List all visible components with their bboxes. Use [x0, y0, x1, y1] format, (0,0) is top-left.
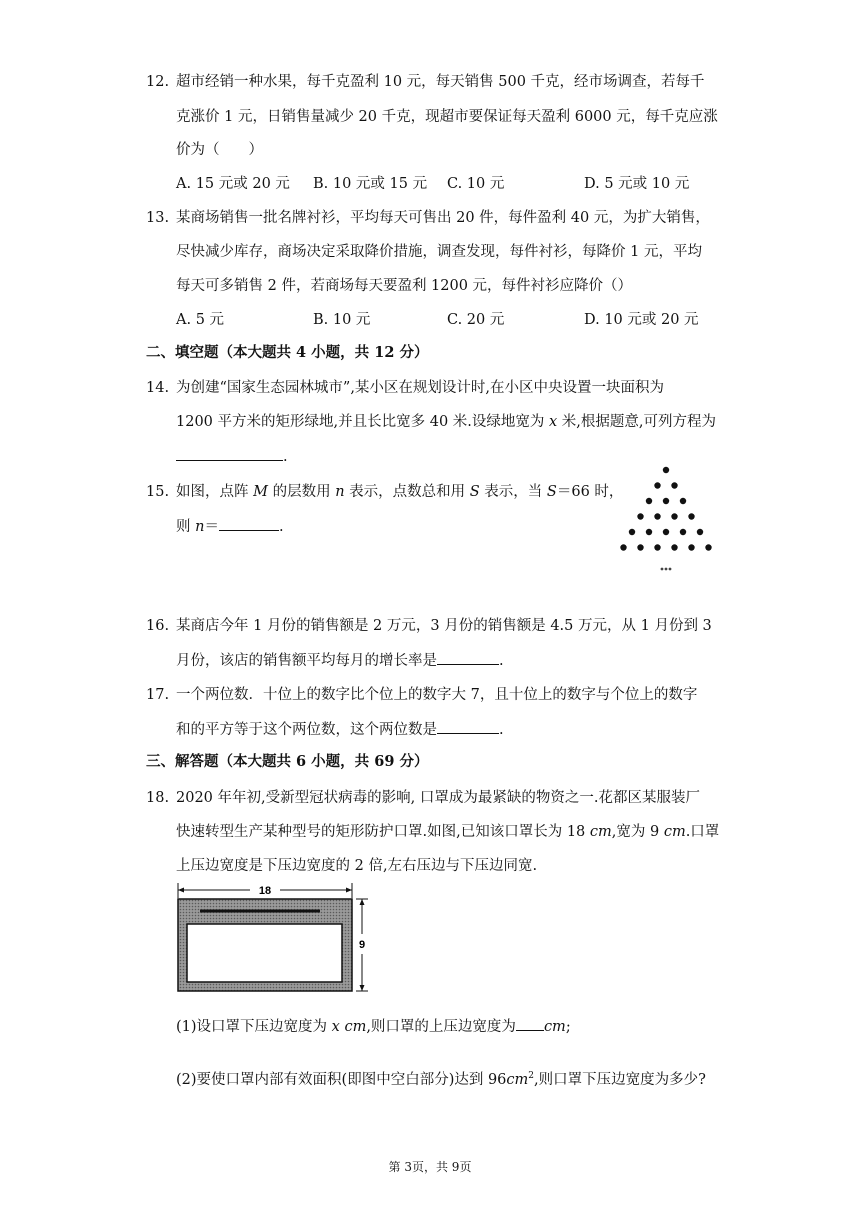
- q12-option-c: C. 10 元: [447, 176, 505, 192]
- q15-number: 15.: [146, 484, 170, 500]
- lattice-dot: [680, 498, 686, 504]
- dot-lattice-figure: [610, 462, 722, 580]
- q12-number: 12.: [146, 74, 170, 90]
- q17-number: 17.: [146, 687, 170, 703]
- q14-answer-blank[interactable]: [176, 446, 283, 461]
- lattice-dot: [663, 467, 669, 473]
- q15-line2: 则 n＝ .: [176, 516, 284, 537]
- q13-line2: 尽快减少库存，商场决定采取降价措施，调查发现，每件衬衫，每降价 1 元，平均: [176, 244, 702, 260]
- lattice-dot: [697, 529, 703, 535]
- q13-option-c: C. 20 元: [447, 312, 505, 328]
- section-solve-heading: 三、解答题（本大题共 6 小题，共 69 分）: [146, 753, 429, 770]
- lattice-ellipsis-dot: [661, 568, 664, 571]
- lattice-dot: [654, 513, 660, 519]
- lattice-dot: [646, 529, 652, 535]
- q13-option-b: B. 10 元: [313, 312, 371, 328]
- mask-figure: [170, 878, 375, 998]
- lattice-dot: [620, 544, 626, 550]
- q13-line3: 每天可多销售 2 件，若商场每天要盈利 1200 元，每件衬衫应降价（）: [176, 278, 633, 294]
- lattice-dot: [663, 529, 669, 535]
- q13-option-a: A. 5 元: [176, 312, 225, 328]
- lattice-dot: [688, 513, 694, 519]
- q15-line1: 如图，点阵 M 的层数用 n 表示，点数总和用 S 表示，当 S＝66 时，: [176, 484, 624, 500]
- page-footer: 第 3页，共 9页: [388, 1160, 472, 1174]
- q12-option-a: A. 15 元或 20 元: [176, 176, 290, 192]
- q17-answer-blank[interactable]: [437, 719, 499, 734]
- lattice-ellipsis-dot: [665, 568, 668, 571]
- q17-line1: 一个两位数．十位上的数字比个位上的数字大 7，且十位上的数字与个位上的数字: [176, 687, 698, 703]
- q12-line3: 价为（ ）: [176, 142, 263, 158]
- q13-line1: 某商场销售一批名牌衬衫，平均每天可售出 20 件，每件盈利 40 元，为扩大销售，: [176, 210, 710, 226]
- lattice-dot: [637, 513, 643, 519]
- q14-line2: 1200 平方米的矩形绿地,并且长比宽多 40 米.设绿地宽为 x 米,根据题意,可列方程为: [176, 414, 717, 430]
- q12-line1: 超市经销一种水果，每千克盈利 10 元，每天销售 500 千克，经市场调查，若每千: [176, 74, 705, 90]
- lattice-dot: [688, 544, 694, 550]
- lattice-dot: [671, 544, 677, 550]
- q14-line1: 为创建“国家生态园林城市”,某小区在规划设计时,在小区中央设置一块面积为: [176, 380, 665, 396]
- q13-option-d: D. 10 元或 20 元: [584, 312, 699, 328]
- lattice-dot: [637, 544, 643, 550]
- q18-line2: 快速转型生产某种型号的矩形防护口罩.如图,已知该口罩长为 18 cm,宽为 9 cm.口罩: [176, 824, 720, 840]
- q16-number: 16.: [146, 618, 170, 634]
- lattice-dot: [705, 544, 711, 550]
- q18-line1: 2020 年年初,受新型冠状病毒的影响, 口罩成为最紧缺的物资之一.花都区某服装厂: [176, 790, 700, 806]
- q14-line3: .: [176, 446, 288, 467]
- q16-line1: 某商店今年 1 月份的销售额是 2 万元，3 月份的销售额是 4.5 万元，从 1 月份到 3: [176, 618, 712, 634]
- q16-line2: 月份，该店的销售额平均每月的增长率是 .: [176, 650, 504, 671]
- q12-option-d: D. 5 元或 10 元: [584, 176, 690, 192]
- q18-subquestion-2: (2)要使口罩内部有效面积(即图中空白部分)达到 $96cm^2$,则口罩下压边宽度为多少?: [176, 1071, 706, 1088]
- lattice-dot: [654, 544, 660, 550]
- q13-number: 13.: [146, 210, 170, 226]
- q16-answer-blank[interactable]: [437, 650, 499, 665]
- lattice-dot: [671, 482, 677, 488]
- q18-subquestion-1: (1)设口罩下压边宽度为 x cm,则口罩的上压边宽度为 cm;: [176, 1016, 571, 1037]
- lattice-dot: [671, 513, 677, 519]
- lattice-dot: [629, 529, 635, 535]
- q12-option-b: B. 10 元或 15 元: [313, 176, 428, 192]
- mask-effective-area: [187, 924, 342, 982]
- lattice-dot: [654, 482, 660, 488]
- q17-line2: 和的平方等于这个两位数，这个两位数是 .: [176, 719, 504, 740]
- q12-line2: 克涨价 1 元，日销售量减少 20 千克，现超市要保证每天盈利 6000 元，每千克应涨: [176, 109, 718, 125]
- lattice-dot: [646, 498, 652, 504]
- q18-sub1-answer-blank[interactable]: [516, 1016, 544, 1031]
- q15-answer-blank[interactable]: [219, 516, 279, 531]
- lattice-dot: [680, 529, 686, 535]
- q18-line3: 上压边宽度是下压边宽度的 2 倍,左右压边与下压边同宽.: [176, 858, 538, 874]
- section-fill-in-heading: 二、填空题（本大题共 4 小题，共 12 分）: [146, 344, 429, 361]
- mask-width-label: 18: [258, 885, 272, 897]
- lattice-ellipsis-dot: [669, 568, 672, 571]
- q18-number: 18.: [146, 790, 170, 806]
- q14-number: 14.: [146, 380, 170, 396]
- lattice-dot: [663, 498, 669, 504]
- mask-height-label: 9: [358, 939, 366, 951]
